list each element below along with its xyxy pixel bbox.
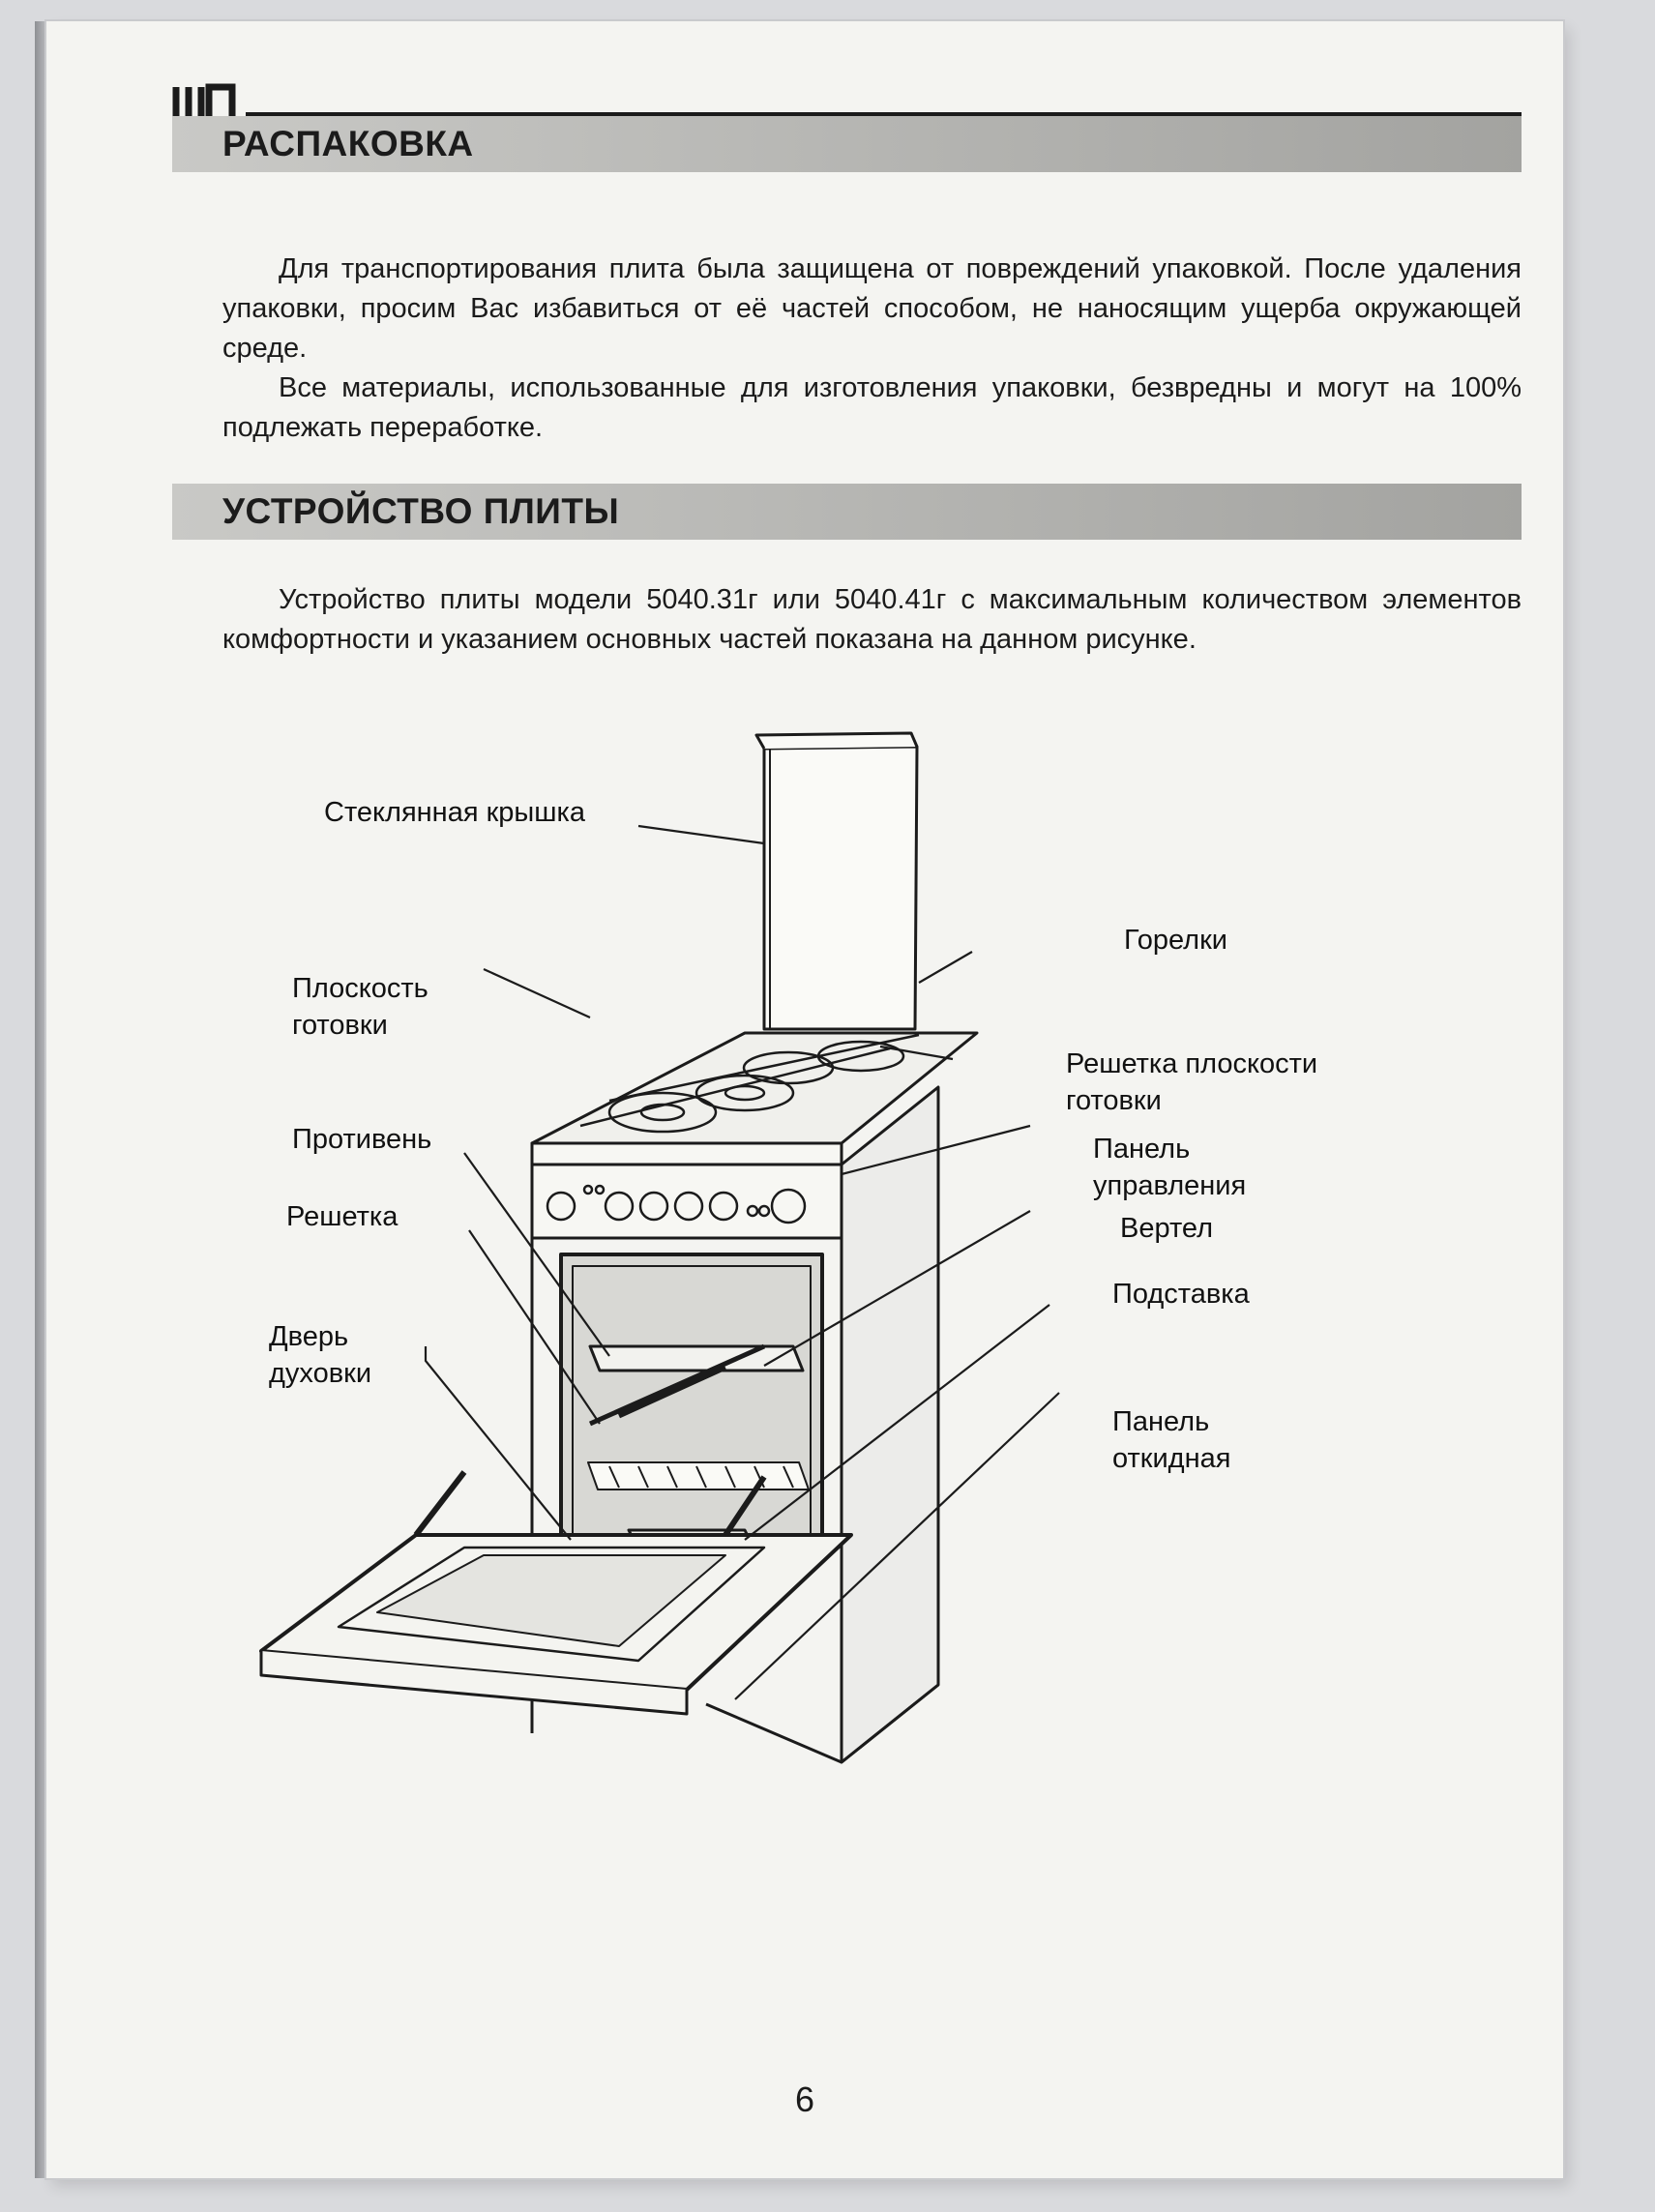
label-fold-panel-line2: откидная: [1112, 1443, 1231, 1474]
section-title: УСТРОЙСТВО ПЛИТЫ: [222, 491, 620, 531]
control-panel-shape: [532, 1165, 842, 1238]
label-oven-door-line2: духовки: [269, 1358, 372, 1389]
baking-tray-shape: [590, 1346, 803, 1371]
label-baking-tray: Противень: [292, 1124, 432, 1155]
section-title: РАСПАКОВКА: [222, 124, 474, 163]
label-control-panel-line2: управления: [1093, 1170, 1247, 1201]
label-fold-panel-line1: Панель: [1112, 1406, 1210, 1437]
paragraph: Все материалы, использованные для изготовления упаковки, безвредны и могут на 100% подлежать переработке.: [222, 372, 1522, 443]
paragraph: Устройство плиты модели 5040.31г или 5040.41г с максимальным количеством элементов комфортности и указанием основных частей показана на данном рисунке.: [222, 584, 1522, 655]
section-heading-device: [172, 484, 1522, 540]
grill-rack-shape: [588, 1462, 809, 1489]
label-oven-door-line1: Дверь: [269, 1321, 349, 1352]
manual-page: [46, 21, 1563, 2178]
label-hob-grate-line1: Решетка плоскости: [1066, 1048, 1318, 1079]
label-hob-line1: Плоскость: [292, 973, 429, 1004]
label-stand: Подставка: [1112, 1279, 1250, 1310]
label-control-panel-line1: Панель: [1093, 1134, 1191, 1165]
label-burners: Горелки: [1124, 925, 1227, 956]
section-heading-unpacking: [172, 116, 1522, 172]
label-hob-line2: готовки: [292, 1010, 388, 1041]
oven-cavity-shape: [561, 1254, 822, 1549]
stove-illustration: [222, 727, 1522, 1791]
unpacking-text: [222, 250, 1522, 448]
label-glass-lid: Стеклянная крышка: [324, 797, 585, 828]
device-text: [222, 580, 1522, 660]
stove-diagram: [222, 727, 1522, 1791]
stove-body-shape: [842, 1087, 938, 1762]
paragraph: Для транспортирования плита была защищена от повреждений упаковкой. После удаления упаковки, просим Вас избавиться от её частей способом, не наносящим ущерба окружающей среде.: [222, 253, 1522, 364]
label-spit: Вертел: [1120, 1213, 1214, 1244]
glass-lid-shape: [764, 747, 917, 1029]
page-number: 6: [794, 2079, 815, 2119]
label-hob-grate-line2: готовки: [1066, 1085, 1162, 1116]
label-grill-rack: Решетка: [286, 1201, 399, 1232]
